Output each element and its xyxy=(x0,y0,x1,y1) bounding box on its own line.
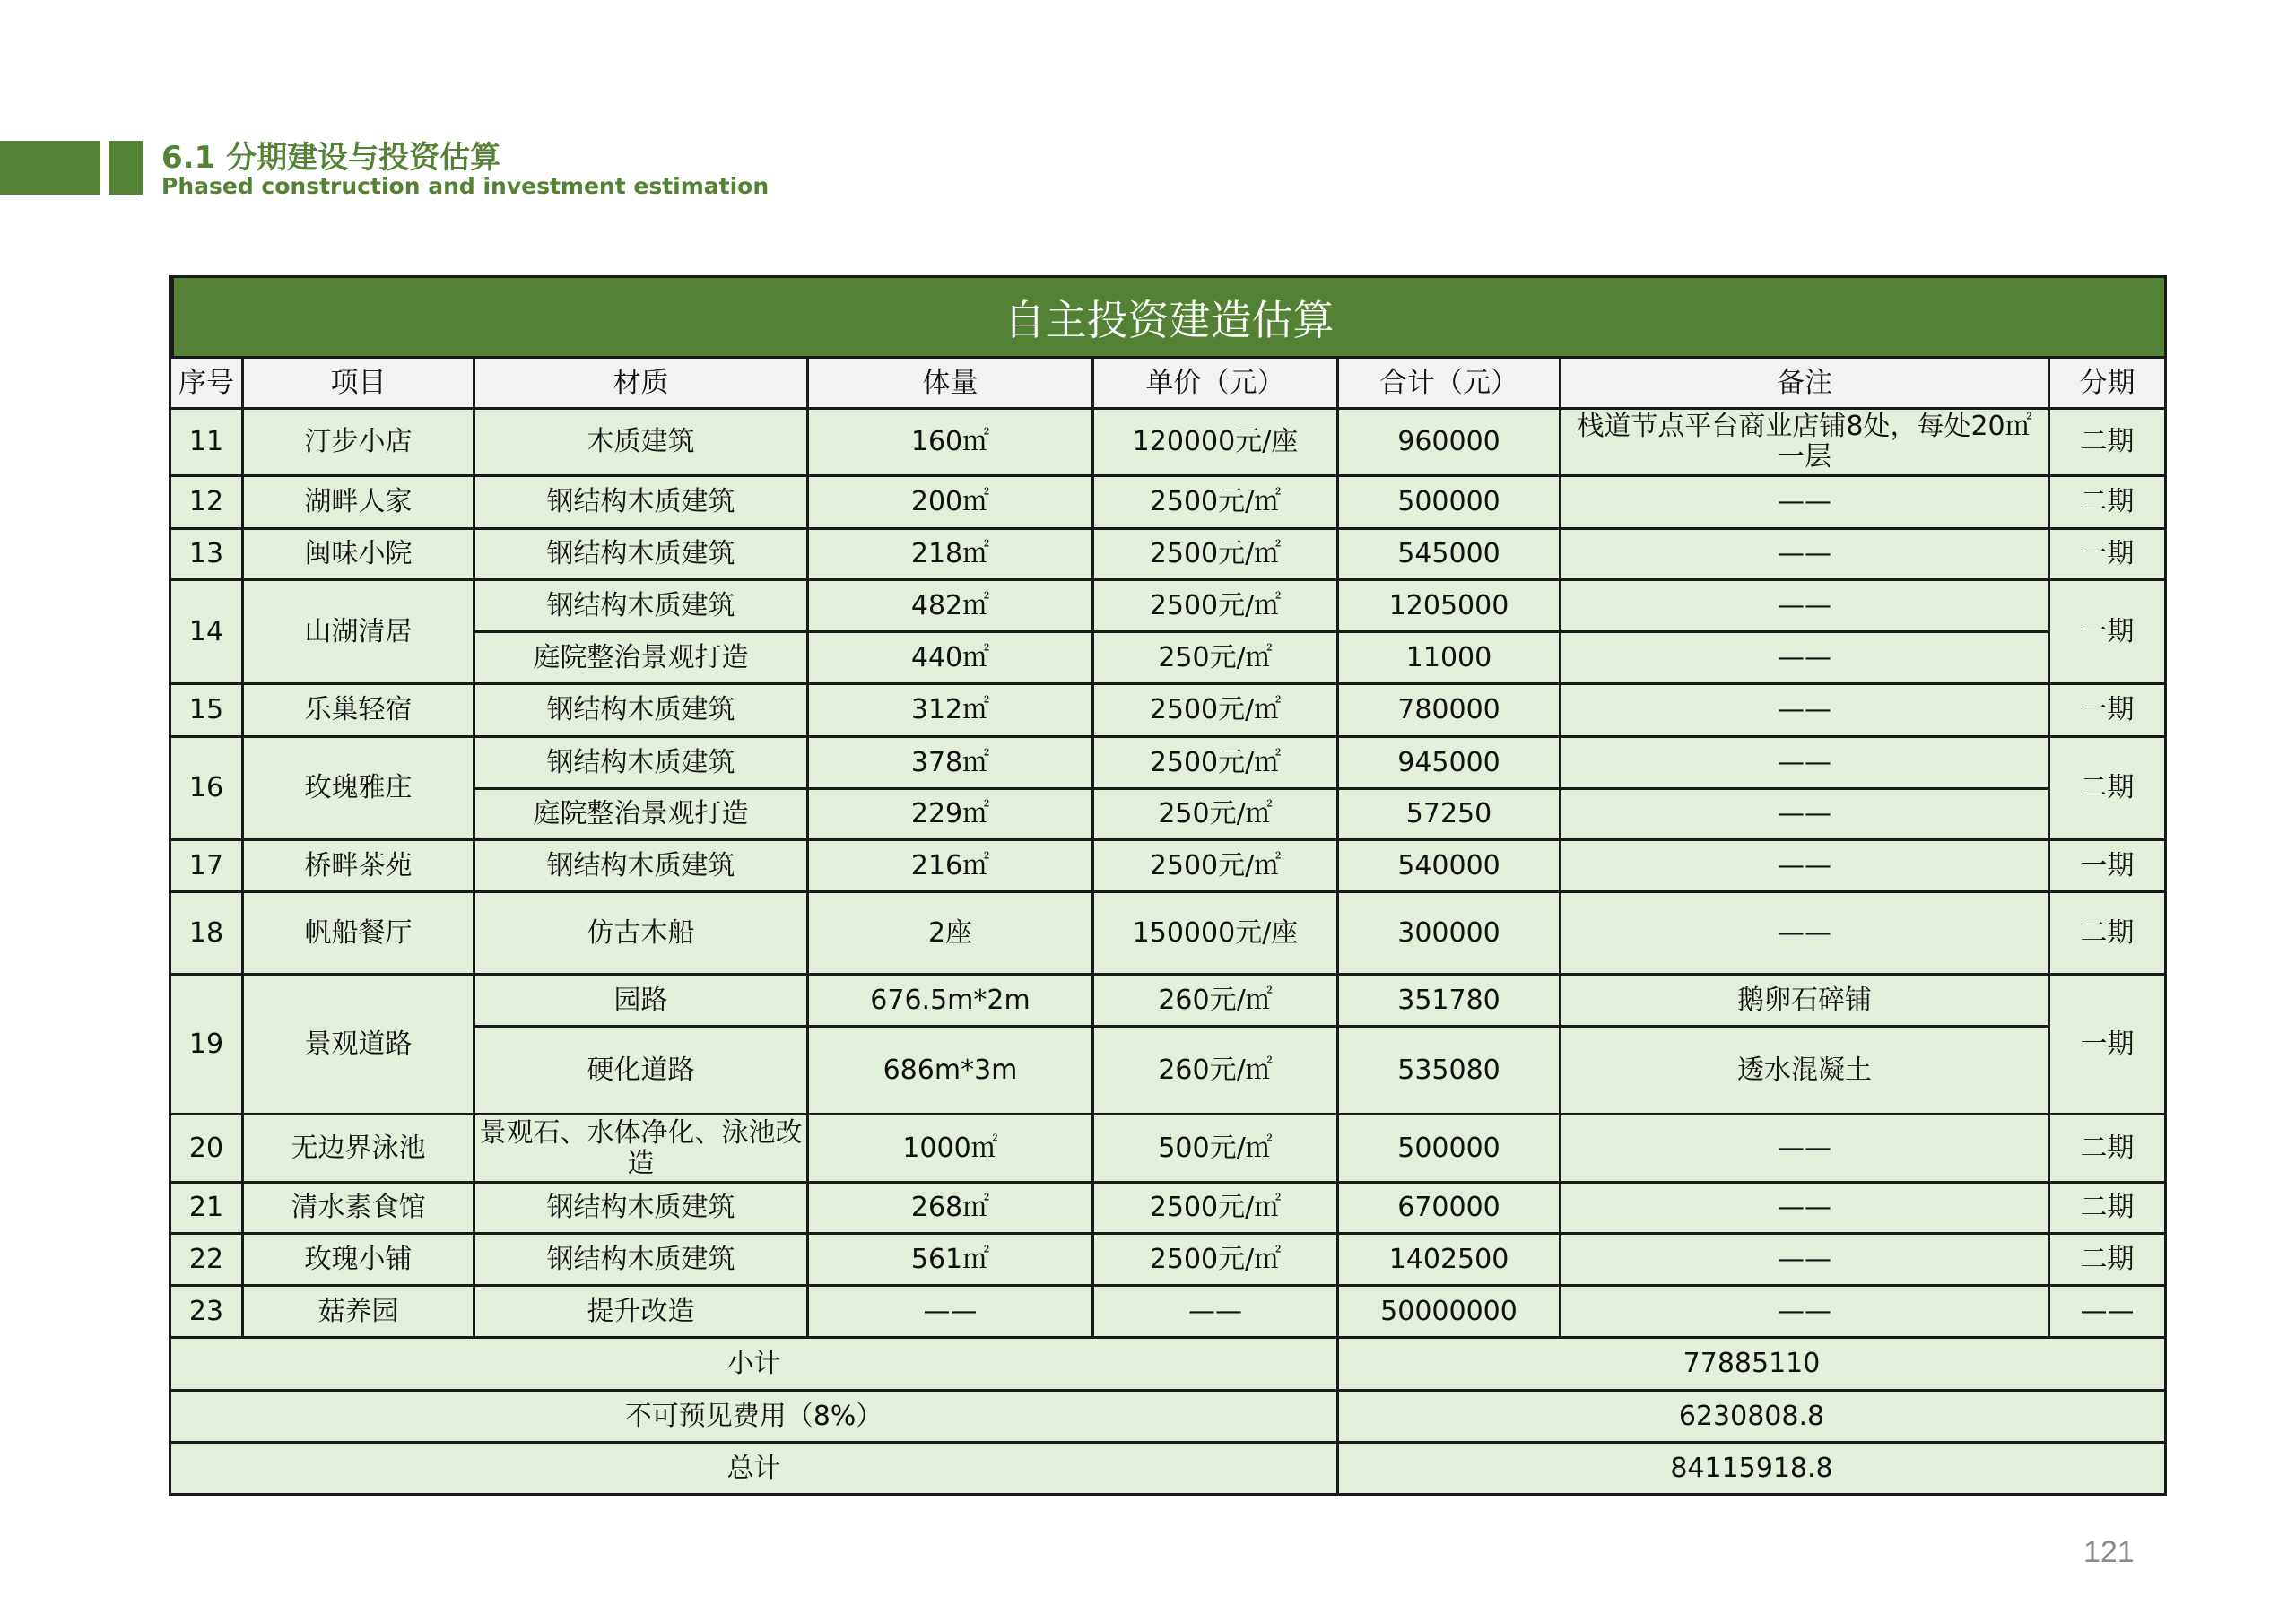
volume-cell: —— xyxy=(809,1287,1094,1339)
project-name: 闽味小院 xyxy=(244,530,475,581)
volume-cell: 1000㎡ xyxy=(809,1115,1094,1184)
header-col-total: 合计（元） xyxy=(1339,359,1561,410)
volume-cell: 2座 xyxy=(809,893,1094,976)
total-cell: 945000 xyxy=(1339,738,1561,790)
phase-cell: 二期 xyxy=(2050,893,2167,976)
phase-cell: 一期 xyxy=(2050,581,2167,685)
phase-cell: —— xyxy=(2050,1287,2167,1339)
header-col-volume: 体量 xyxy=(809,359,1094,410)
project-name: 桥畔茶苑 xyxy=(244,841,475,893)
project-name: 山湖清居 xyxy=(244,581,475,685)
note-cell: —— xyxy=(1561,477,2050,530)
header-col-phase: 分期 xyxy=(2050,359,2167,410)
material-cell: 提升改造 xyxy=(475,1287,809,1339)
row-number: 20 xyxy=(171,1115,244,1184)
volume-cell: 686m*3m xyxy=(809,1028,1094,1115)
material-cell: 钢结构木质建筑 xyxy=(475,738,809,790)
unit-price-cell: 2500元/㎡ xyxy=(1094,1184,1339,1235)
project-name: 汀步小店 xyxy=(244,410,475,477)
material-cell: 钢结构木质建筑 xyxy=(475,685,809,738)
note-cell: 栈道节点平台商业店铺8处，每处20㎡ 一层 xyxy=(1561,410,2050,477)
total-cell: 540000 xyxy=(1339,841,1561,893)
unit-price-cell: 2500元/㎡ xyxy=(1094,581,1339,633)
section-title: 6.1 分期建设与投资估算 xyxy=(161,140,501,176)
row-number: 13 xyxy=(171,530,244,581)
note-cell: —— xyxy=(1561,893,2050,976)
summary-value: 6230808.8 xyxy=(1339,1392,2167,1444)
row-number: 19 xyxy=(171,976,244,1115)
table-title: 自主投资建造估算 xyxy=(171,275,2167,359)
summary-label: 小计 xyxy=(171,1339,1339,1392)
phase-cell: 二期 xyxy=(2050,738,2167,841)
unit-price-cell: 250元/㎡ xyxy=(1094,633,1339,685)
header-col-project: 项目 xyxy=(244,359,475,410)
volume-cell: 216㎡ xyxy=(809,841,1094,893)
project-name: 玫瑰雅庄 xyxy=(244,738,475,841)
row-number: 12 xyxy=(171,477,244,530)
row-number: 17 xyxy=(171,841,244,893)
total-cell: 670000 xyxy=(1339,1184,1561,1235)
volume-cell: 229㎡ xyxy=(809,790,1094,841)
total-cell: 1205000 xyxy=(1339,581,1561,633)
note-cell: 鹅卵石碎铺 xyxy=(1561,976,2050,1028)
material-cell: 钢结构木质建筑 xyxy=(475,841,809,893)
row-number: 16 xyxy=(171,738,244,841)
material-cell: 钢结构木质建筑 xyxy=(475,1184,809,1235)
header-accent-bar-large xyxy=(0,141,100,195)
note-cell: —— xyxy=(1561,581,2050,633)
project-name: 无边界泳池 xyxy=(244,1115,475,1184)
row-number: 14 xyxy=(171,581,244,685)
total-cell: 960000 xyxy=(1339,410,1561,477)
unit-price-cell: 260元/㎡ xyxy=(1094,976,1339,1028)
unit-price-cell: 2500元/㎡ xyxy=(1094,530,1339,581)
unit-price-cell: 2500元/㎡ xyxy=(1094,1235,1339,1287)
row-number: 21 xyxy=(171,1184,244,1235)
summary-value: 77885110 xyxy=(1339,1339,2167,1392)
unit-price-cell: 150000元/座 xyxy=(1094,893,1339,976)
material-cell: 景观石、水体净化、泳池改造 xyxy=(475,1115,809,1184)
unit-price-cell: 2500元/㎡ xyxy=(1094,477,1339,530)
total-cell: 11000 xyxy=(1339,633,1561,685)
note-cell: —— xyxy=(1561,633,2050,685)
row-number: 22 xyxy=(171,1235,244,1287)
project-name: 清水素食馆 xyxy=(244,1184,475,1235)
phase-cell: 二期 xyxy=(2050,410,2167,477)
volume-cell: 268㎡ xyxy=(809,1184,1094,1235)
header-col-material: 材质 xyxy=(475,359,809,410)
total-cell: 50000000 xyxy=(1339,1287,1561,1339)
material-cell: 园路 xyxy=(475,976,809,1028)
phase-cell: 一期 xyxy=(2050,976,2167,1115)
volume-cell: 378㎡ xyxy=(809,738,1094,790)
unit-price-cell: 2500元/㎡ xyxy=(1094,738,1339,790)
total-cell: 500000 xyxy=(1339,477,1561,530)
note-cell: —— xyxy=(1561,738,2050,790)
unit-price-cell: —— xyxy=(1094,1287,1339,1339)
material-cell: 钢结构木质建筑 xyxy=(475,1235,809,1287)
material-cell: 庭院整治景观打造 xyxy=(475,790,809,841)
material-cell: 钢结构木质建筑 xyxy=(475,581,809,633)
note-cell: —— xyxy=(1561,790,2050,841)
investment-estimate-table xyxy=(171,275,2167,1496)
project-name: 景观道路 xyxy=(244,976,475,1115)
summary-label: 不可预见费用（8%） xyxy=(171,1392,1339,1444)
note-cell: —— xyxy=(1561,1287,2050,1339)
volume-cell: 440㎡ xyxy=(809,633,1094,685)
volume-cell: 218㎡ xyxy=(809,530,1094,581)
volume-cell: 200㎡ xyxy=(809,477,1094,530)
total-cell: 535080 xyxy=(1339,1028,1561,1115)
material-cell: 钢结构木质建筑 xyxy=(475,477,809,530)
phase-cell: 二期 xyxy=(2050,1235,2167,1287)
project-name: 菇养园 xyxy=(244,1287,475,1339)
unit-price-cell: 2500元/㎡ xyxy=(1094,841,1339,893)
project-name: 帆船餐厅 xyxy=(244,893,475,976)
project-name: 湖畔人家 xyxy=(244,477,475,530)
total-cell: 351780 xyxy=(1339,976,1561,1028)
material-cell: 硬化道路 xyxy=(475,1028,809,1115)
phase-cell: 一期 xyxy=(2050,685,2167,738)
note-cell: —— xyxy=(1561,841,2050,893)
material-cell: 钢结构木质建筑 xyxy=(475,530,809,581)
volume-cell: 561㎡ xyxy=(809,1235,1094,1287)
header-col-unit-price: 单价（元） xyxy=(1094,359,1339,410)
project-name: 乐巢轻宿 xyxy=(244,685,475,738)
note-cell: —— xyxy=(1561,1235,2050,1287)
unit-price-cell: 120000元/座 xyxy=(1094,410,1339,477)
phase-cell: 二期 xyxy=(2050,1184,2167,1235)
volume-cell: 312㎡ xyxy=(809,685,1094,738)
unit-price-cell: 2500元/㎡ xyxy=(1094,685,1339,738)
material-cell: 木质建筑 xyxy=(475,410,809,477)
summary-label: 总计 xyxy=(171,1444,1339,1496)
row-number: 18 xyxy=(171,893,244,976)
note-cell: —— xyxy=(1561,530,2050,581)
summary-value: 84115918.8 xyxy=(1339,1444,2167,1496)
phase-cell: 二期 xyxy=(2050,1115,2167,1184)
row-number: 15 xyxy=(171,685,244,738)
note-cell: —— xyxy=(1561,685,2050,738)
total-cell: 57250 xyxy=(1339,790,1561,841)
volume-cell: 482㎡ xyxy=(809,581,1094,633)
total-cell: 300000 xyxy=(1339,893,1561,976)
row-number: 11 xyxy=(171,410,244,477)
total-cell: 545000 xyxy=(1339,530,1561,581)
note-cell: —— xyxy=(1561,1184,2050,1235)
page-number: 121 xyxy=(2083,1535,2135,1569)
total-cell: 780000 xyxy=(1339,685,1561,738)
project-name: 玫瑰小铺 xyxy=(244,1235,475,1287)
phase-cell: 一期 xyxy=(2050,530,2167,581)
note-cell: 透水混凝土 xyxy=(1561,1028,2050,1115)
row-number: 23 xyxy=(171,1287,244,1339)
header-accent-bar-small xyxy=(109,141,143,195)
note-cell: —— xyxy=(1561,1115,2050,1184)
phase-cell: 二期 xyxy=(2050,477,2167,530)
header-col-no: 序号 xyxy=(171,359,244,410)
unit-price-cell: 260元/㎡ xyxy=(1094,1028,1339,1115)
total-cell: 1402500 xyxy=(1339,1235,1561,1287)
unit-price-cell: 250元/㎡ xyxy=(1094,790,1339,841)
volume-cell: 160㎡ xyxy=(809,410,1094,477)
header-col-note: 备注 xyxy=(1561,359,2050,410)
material-cell: 庭院整治景观打造 xyxy=(475,633,809,685)
section-subtitle: Phased construction and investment estimation xyxy=(161,173,770,199)
material-cell: 仿古木船 xyxy=(475,893,809,976)
total-cell: 500000 xyxy=(1339,1115,1561,1184)
phase-cell: 一期 xyxy=(2050,841,2167,893)
volume-cell: 676.5m*2m xyxy=(809,976,1094,1028)
unit-price-cell: 500元/㎡ xyxy=(1094,1115,1339,1184)
